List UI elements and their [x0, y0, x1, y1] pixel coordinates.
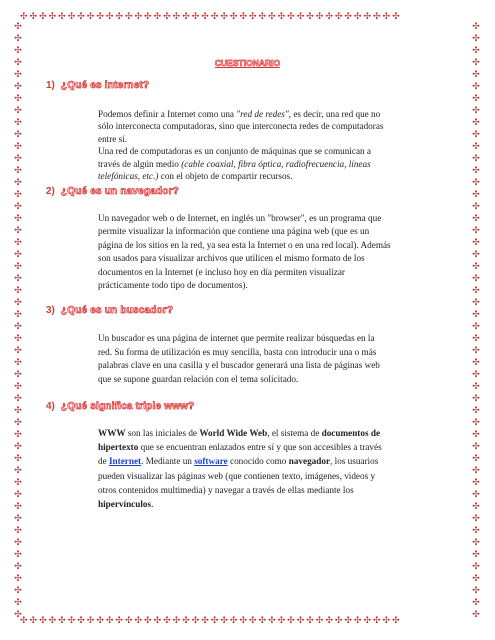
question-number: 1) [46, 80, 55, 91]
text-line: entre sí. [98, 133, 128, 144]
top-border: ✣✣✣✣✣✣✣✣✣✣✣✣✣✣✣✣✣✣✣✣✣✣✣✣✣✣✣✣✣✣✣✣✣✣✣✣✣✣✣✣ [20, 11, 402, 21]
text: , es decir, una red que no [288, 109, 381, 119]
text: conocido como [227, 456, 289, 467]
text: través de algún medio [98, 158, 182, 169]
question-text: ¿Qué es internet? [60, 80, 150, 91]
question-text: ¿Qué es un buscador? [60, 305, 174, 316]
question-text: ¿Qué es un navegador? [60, 186, 180, 197]
text-line: Un navegador web o de Internet, en inglés un "browser", es un programa que [98, 213, 382, 223]
answer-1 [98, 108, 433, 182]
question-number: 4) [46, 401, 55, 412]
question-2 [46, 186, 179, 197]
text-line: pueden visualizar las páginas web (que contienen texto, imágenes, videos y [98, 470, 376, 481]
text-line: permite visualizar la información que contiene una página web (que es un [98, 226, 370, 237]
text-line: otros contenidos multimedia) y navegar a través de ellas mediante los [98, 484, 354, 495]
bold-text: hipertexto [98, 442, 139, 453]
bottom-border: ✣✣✣✣✣✣✣✣✣✣✣✣✣✣✣✣✣✣✣✣✣✣✣✣✣✣✣✣✣✣✣✣✣✣✣✣✣✣✣✣ [20, 615, 402, 625]
text-line: prácticamente todo tipo de documentos). [98, 280, 248, 291]
text-line: página de los sitios en la red, ya sea esta la Internet o en una red local). Además [98, 239, 391, 250]
question-1 [46, 80, 149, 91]
text: son las iniciales de [125, 428, 200, 438]
question-4 [46, 401, 194, 412]
left-border: ✣✣✣✣✣✣✣✣✣✣✣✣✣✣✣✣✣✣✣✣✣✣✣✣✣✣✣✣✣✣✣✣✣✣✣✣✣✣✣✣✣✣✣✣✣✣✣✣✣✣ [14, 21, 22, 619]
text: que se encuentran enlazados entre sí y que son accesibles a través [138, 442, 382, 453]
bold-text: documentos de [321, 428, 381, 438]
italic-text: telefónicas, etc.) [98, 171, 159, 182]
text-line: red. Su forma de utilización es muy sencilla, basta con introducir una o más [98, 346, 377, 357]
text: , el sistema de [267, 428, 322, 438]
bold-text: World Wide Web [199, 428, 268, 438]
text: , los usuarios [330, 456, 379, 467]
text-line: documentos en la Internet (e incluso hoy en día permiten visualizar [98, 266, 345, 277]
text-line: palabras clave en una casilla y el buscador generará una lista de páginas web [98, 360, 380, 371]
text: de [98, 456, 109, 467]
right-border: ✣✣✣✣✣✣✣✣✣✣✣✣✣✣✣✣✣✣✣✣✣✣✣✣✣✣✣✣✣✣✣✣✣✣✣✣✣✣✣✣✣✣✣✣✣✣✣✣✣✣ [472, 21, 480, 619]
document-title: CUESTIONARIO [214, 58, 281, 68]
internet-link[interactable]: Internet [108, 456, 142, 467]
bold-text: hipervínculos [98, 499, 152, 510]
question-number: 3) [46, 305, 55, 316]
bold-text: WWW [98, 428, 126, 438]
question-3 [46, 305, 173, 316]
text: con el objeto de compartir recursos. [158, 171, 293, 182]
question-text: ¿Qué significa triple www? [60, 401, 195, 412]
bold-text: navegador [288, 456, 331, 467]
text-line: Un buscador es una página de internet que permite realizar búsquedas en la [98, 333, 375, 343]
text-line: sólo interconecta computadoras, sino que interconecta redes de computadoras [98, 121, 384, 132]
text: . [151, 499, 154, 510]
text-line: son usados para visualizar archivos que utilicen el mismo formato de los [98, 253, 365, 264]
text-line: que se supone guardan relación con el tema solicitado. [98, 373, 299, 384]
text: Podemos definir a Internet como una [98, 109, 237, 119]
italic-text: (cable coaxial, fibra óptica, radiofrecuencia, líneas [181, 158, 371, 169]
text-line: Una red de computadoras es un conjunto de máquinas que se comunican a [98, 146, 371, 157]
text: . Mediante un [141, 456, 195, 467]
answer-2 [98, 212, 433, 292]
answer-4 [98, 426, 433, 511]
italic-text: "red de redes" [236, 109, 289, 119]
answer-3 [98, 332, 433, 386]
software-link[interactable]: software [194, 456, 228, 467]
question-number: 2) [46, 186, 55, 197]
